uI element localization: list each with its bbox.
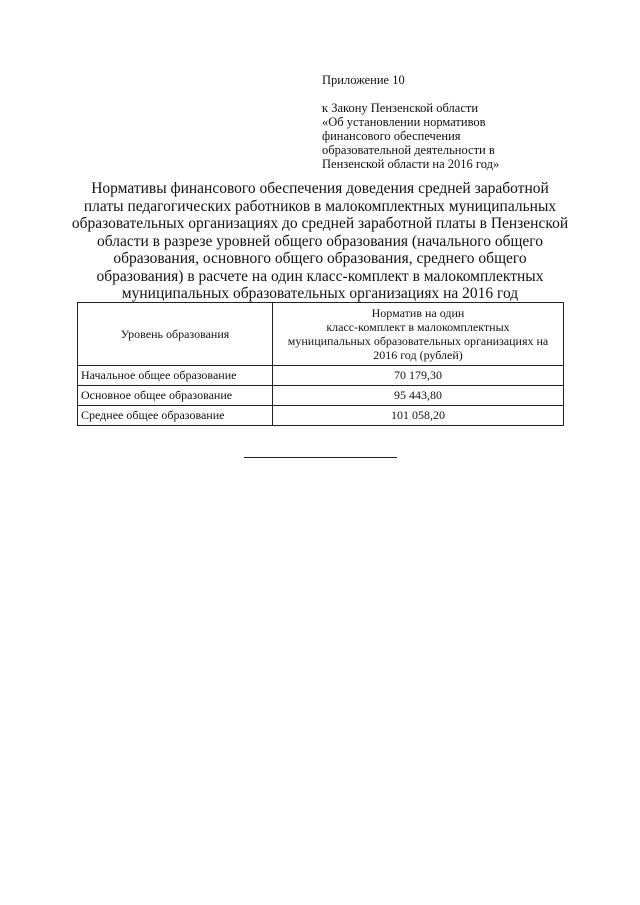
- title-line: области в разрезе уровней общего образования (начального общего: [96, 232, 544, 250]
- appendix-reference: [322, 101, 499, 171]
- row-level: Основное общее образование: [78, 386, 273, 406]
- appendix-reference-line: Пензенской области на 2016 год»: [322, 157, 500, 171]
- table-row: [78, 366, 564, 386]
- header-level: Уровень образования: [78, 303, 273, 366]
- appendix-reference-line: финансового обеспечения: [322, 129, 461, 143]
- row-value: 95 443,80: [273, 386, 564, 406]
- appendix-number: Приложение 10: [322, 73, 405, 87]
- norms-table: [77, 302, 564, 426]
- row-value: 101 058,20: [273, 406, 564, 426]
- table-row: [78, 406, 564, 426]
- title-line: Нормативы финансового обеспечения доведения средней заработной: [91, 180, 549, 197]
- title-line: образования) в расчете на один класс-комплект в малокомплектных: [96, 267, 544, 285]
- appendix-block: [322, 73, 499, 171]
- row-level: Начальное общее образование: [78, 366, 273, 386]
- table-row: [78, 386, 564, 406]
- header-norm-line: Норматив на один: [371, 306, 465, 320]
- document-title: [68, 180, 572, 303]
- title-line: платы педагогических работников в малокомплектных муниципальных: [83, 197, 557, 215]
- header-norm-line: муниципальных образовательных организациях на: [287, 334, 549, 348]
- table-header-row: [78, 303, 564, 366]
- appendix-reference-line: образовательной деятельности в: [322, 143, 495, 157]
- title-line: муниципальных образовательных организациях на 2016 год: [121, 285, 519, 302]
- row-value: 70 179,30: [273, 366, 564, 386]
- row-level: Среднее общее образование: [78, 406, 273, 426]
- title-line: образования, основного общего образования, среднего общего: [113, 250, 527, 267]
- header-norm: [273, 303, 564, 366]
- header-norm-line: 2016 год (рублей): [373, 348, 463, 362]
- appendix-reference-line: к Закону Пензенской области: [322, 101, 479, 115]
- end-divider: [244, 457, 397, 458]
- header-norm-line: класс-комплект в малокомплектных: [326, 320, 510, 334]
- title-line: образовательных организациях до средней заработной платы в Пензенской: [71, 215, 569, 232]
- appendix-reference-line: «Об установлении нормативов: [322, 115, 486, 129]
